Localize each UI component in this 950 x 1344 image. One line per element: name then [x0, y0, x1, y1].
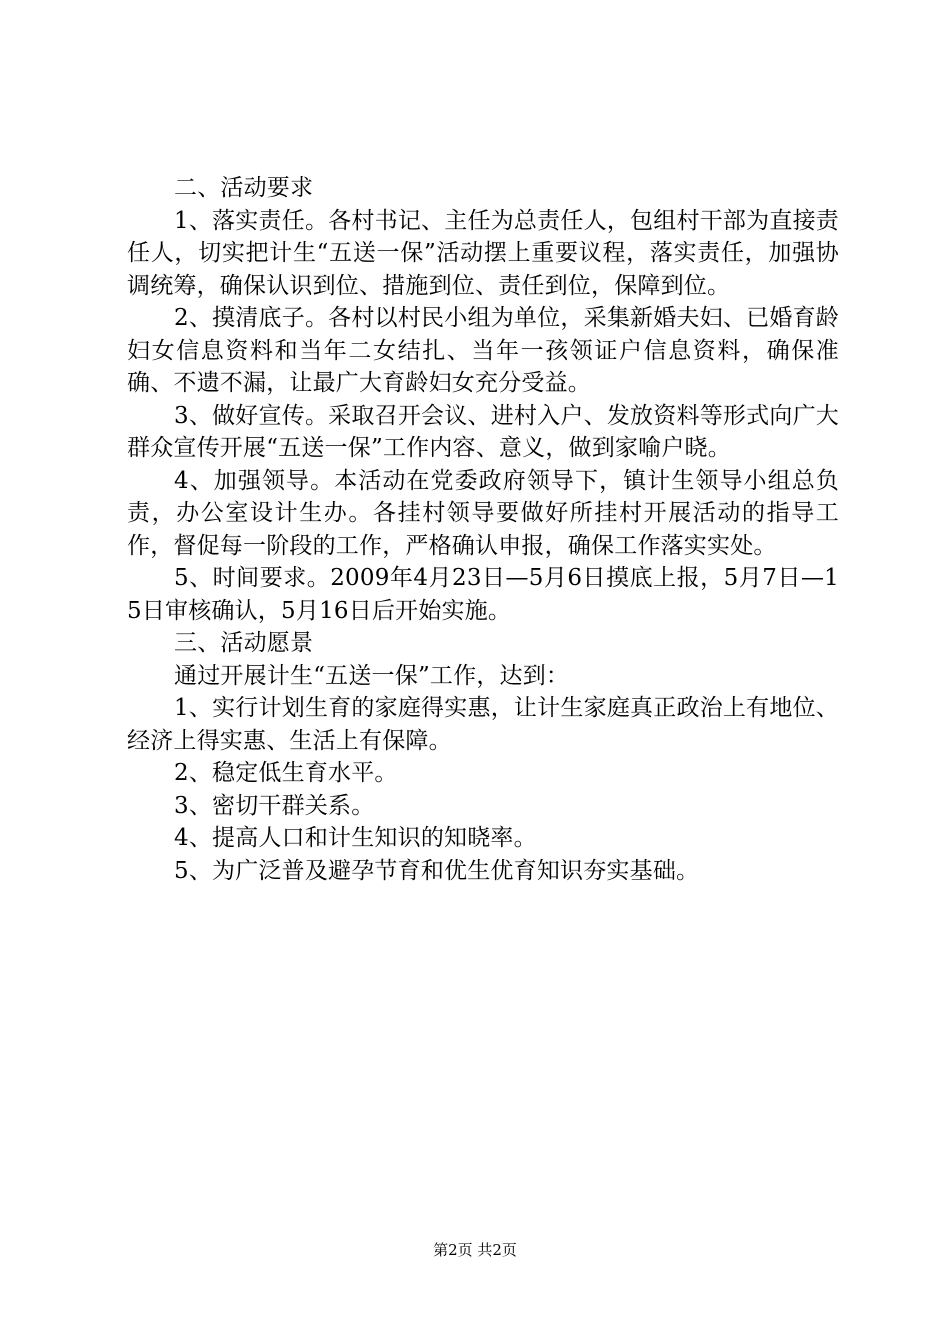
- page-number-label: 第2页 共2页: [433, 1241, 517, 1259]
- paragraph-vision-item-4: 4、提高人口和计生知识的知晓率。: [174, 825, 537, 851]
- paragraph-vision-item-5: 5、为广泛普及避孕节育和优生优育知识夯实基础。: [174, 857, 700, 884]
- section-heading-vision: 三、活动愿景: [174, 630, 314, 656]
- paragraph-responsibility: 1、落实责任。各村书记、主任为总责任人，包组村干部为直接责任人，切实把计生“五送一保”活动摆上重要议程，落实责任，加强协调统筹，确保认识到位、措施到位、责任到位，保障到位。: [127, 207, 839, 299]
- page-footer: [0, 1240, 950, 1260]
- paragraph-survey: 2、摸清底子。各村以村民小组为单位，采集新婚夫妇、已婚育龄妇女信息资料和当年二女结扎、当年一孩领证户信息资料，确保准确、不遗不漏，让最广大育龄妇女充分受益。: [127, 305, 839, 396]
- paragraph-vision-item-2: 2、稳定低生育水平。: [174, 760, 398, 786]
- section-heading-requirements: 二、活动要求: [174, 175, 314, 201]
- paragraph-vision-intro: 通过开展计生“五送一保”工作，达到：: [174, 662, 570, 689]
- document-body: [127, 172, 839, 887]
- paragraph-vision-item-3: 3、密切干群关系。: [174, 792, 375, 819]
- paragraph-vision-item-1: 1、实行计划生育的家庭得实惠，让计生家庭真正政治上有地位、经济上得实惠、生活上有保障。: [127, 695, 839, 754]
- paragraph-publicity: 3、做好宣传。采取召开会议、进村入户、发放资料等形式向广大群众宣传开展“五送一保”工作内容、意义，做到家喻户晓。: [127, 402, 839, 461]
- paragraph-schedule: 5、时间要求。2009年4月23日—5月6日摸底上报，5月7日—15日审核确认，5月16日后开始实施。: [127, 565, 839, 624]
- paragraph-leadership: 4、加强领导。本活动在党委政府领导下，镇计生领导小组总负责，办公室设计生办。各挂村领导要做好所挂村开展活动的指导工作，督促每一阶段的工作，严格确认申报，确保工作落实实处。: [127, 467, 839, 559]
